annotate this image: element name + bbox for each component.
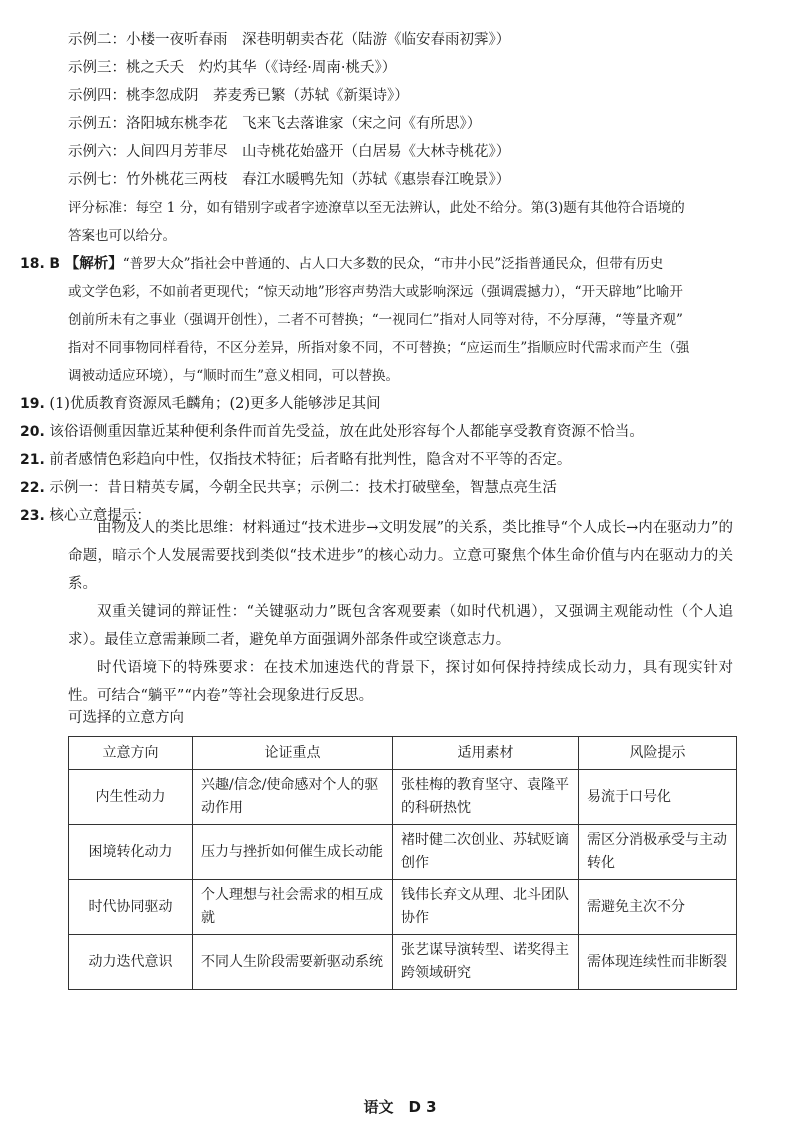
cell-risk: 需体现连续性而非断裂 (579, 935, 737, 990)
q21 (20, 450, 571, 470)
cell-material: 张桂梅的教育坚守、袁隆平的科研热忱 (393, 770, 579, 825)
header-risk: 风险提示 (579, 737, 737, 770)
q18-header (20, 254, 732, 274)
example-7: 示例七：竹外桃花三两枝 春江水暖鸭先知（苏轼《惠崇春江晚景》） (68, 172, 511, 188)
table-row (69, 825, 737, 880)
cell-focus: 不同人生阶段需要新驱动系统 (193, 935, 393, 990)
cell-direction: 困境转化动力 (69, 825, 193, 880)
header-material: 适用素材 (393, 737, 579, 770)
cell-focus: 个人理想与社会需求的相互成就 (193, 880, 393, 935)
example-2: 示例二：小楼一夜听春雨 深巷明朝卖杏花（陆游《临安春雨初霁》） (68, 32, 511, 48)
q18-line-1: “普罗大众”指社会中普通的、占人口大多数的民众，“市井小民”泛指普通民众，但带有历史 (122, 256, 664, 272)
cell-direction: 内生性动力 (69, 770, 193, 825)
example-5: 示例五：洛阳城东桃李花 飞来飞去落谁家（宋之问《有所思》） (68, 116, 482, 132)
q23-paragraph-3: 时代语境下的特殊要求：在技术加速迭代的背景下，探讨如何保持持续成长动力，具有现实针对性。可结合“躺平”“内卷”等社会现象进行反思。 (68, 660, 733, 704)
table-header-row (69, 737, 737, 770)
q22-number: 22. (20, 480, 45, 496)
page-footer: 语文 D 3 (363, 1098, 437, 1116)
q20 (20, 422, 644, 442)
cell-material: 钱伟长弃文从理、北斗团队协作 (393, 880, 579, 935)
q19-text: (1)优质教育资源凤毛麟角；(2)更多人能够涉足其间 (49, 396, 381, 412)
q19 (20, 394, 381, 414)
table-row (69, 935, 737, 990)
scoring-line-1: 评分标准：每空 1 分，如有错别字或者字迹潦草以至无法辨认，此处不给分。第(3)题有其他符合语境的 (68, 200, 685, 216)
table-row (69, 880, 737, 935)
q22-text: 示例一：昔日精英专属，今朝全民共享；示例二：技术打破壁垒，智慧点亮生活 (49, 480, 557, 496)
cell-focus: 压力与挫折如何催生成长动能 (193, 825, 393, 880)
directions-table (68, 736, 737, 990)
table-row (69, 770, 737, 825)
cell-material: 张艺谋导演转型、诺奖得主跨领域研究 (393, 935, 579, 990)
example-4: 示例四：桃李忽成阴 荞麦秀已繁（苏轼《新渠诗》） (68, 88, 409, 104)
q23-paragraph-1: 由物及人的类比思维：材料通过“技术进步→文明发展”的关系，类比推导“个人成长→内在驱动力”的命题，暗示个人发展需要找到类似“技术进步”的核心动力。立意可聚焦个体生命价值与内在驱动力的关系。 (68, 520, 733, 592)
q18-line-5: 调被动适应环境），与“顺时而生”意义相同，可以替换。 (68, 368, 400, 384)
cell-material: 褚时健二次创业、苏轼贬谪创作 (393, 825, 579, 880)
q23-number: 23. (20, 508, 45, 524)
q18-line-2: 或文学色彩，不如前者更现代；“惊天动地”形容声势浩大或影响深远（强调震撼力），“开天辟地”比喻开 (68, 284, 683, 300)
q23-title: 核心立意提示： (49, 508, 151, 524)
header-focus: 论证重点 (193, 737, 393, 770)
example-6: 示例六：人间四月芳菲尽 山寺桃花始盛开（白居易《大林寺桃花》） (68, 144, 511, 160)
q21-text: 前者感情色彩趋向中性，仅指技术特征；后者略有批判性，隐含对不平等的否定。 (49, 452, 572, 468)
q18-line-3: 创前所未有之事业（强调开创性），二者不可替换；“一视同仁”指对人同等对待，不分厚薄，“等量齐观” (68, 312, 683, 328)
q18-answer: B (49, 256, 61, 272)
cell-risk: 易流于口号化 (579, 770, 737, 825)
q18-number: 18. (20, 256, 45, 272)
q22 (20, 478, 557, 498)
table-caption: 可选择的立意方向 (68, 710, 184, 726)
example-3: 示例三：桃之夭夭 灼灼其华（《诗经·周南·桃夭》） (68, 60, 397, 76)
q23-paragraph-2: 双重关键词的辩证性：“关键驱动力”既包含客观要素（如时代机遇），又强调主观能动性（个人追求）。最佳立意需兼顾二者，避免单方面强调外部条件或空谈意志力。 (68, 604, 733, 648)
cell-focus: 兴趣/信念/使命感对个人的驱动作用 (193, 770, 393, 825)
q20-number: 20. (20, 424, 45, 440)
q18-analysis-tag: 【解析】 (64, 256, 123, 272)
scoring-line-2: 答案也可以给分。 (68, 228, 176, 244)
header-direction: 立意方向 (69, 737, 193, 770)
cell-risk: 需区分消极承受与主动转化 (579, 825, 737, 880)
cell-risk: 需避免主次不分 (579, 880, 737, 935)
cell-direction: 时代协同驱动 (69, 880, 193, 935)
q19-number: 19. (20, 396, 45, 412)
q20-text: 该俗语侧重因靠近某种便利条件而首先受益，放在此处形容每个人都能享受教育资源不恰当。 (49, 424, 644, 440)
q18-line-4: 指对不同事物同样看待，不区分差异，所指对象不同，不可替换；“应运而生”指顺应时代需求而产生（强 (68, 340, 690, 356)
q21-number: 21. (20, 452, 45, 468)
cell-direction: 动力迭代意识 (69, 935, 193, 990)
